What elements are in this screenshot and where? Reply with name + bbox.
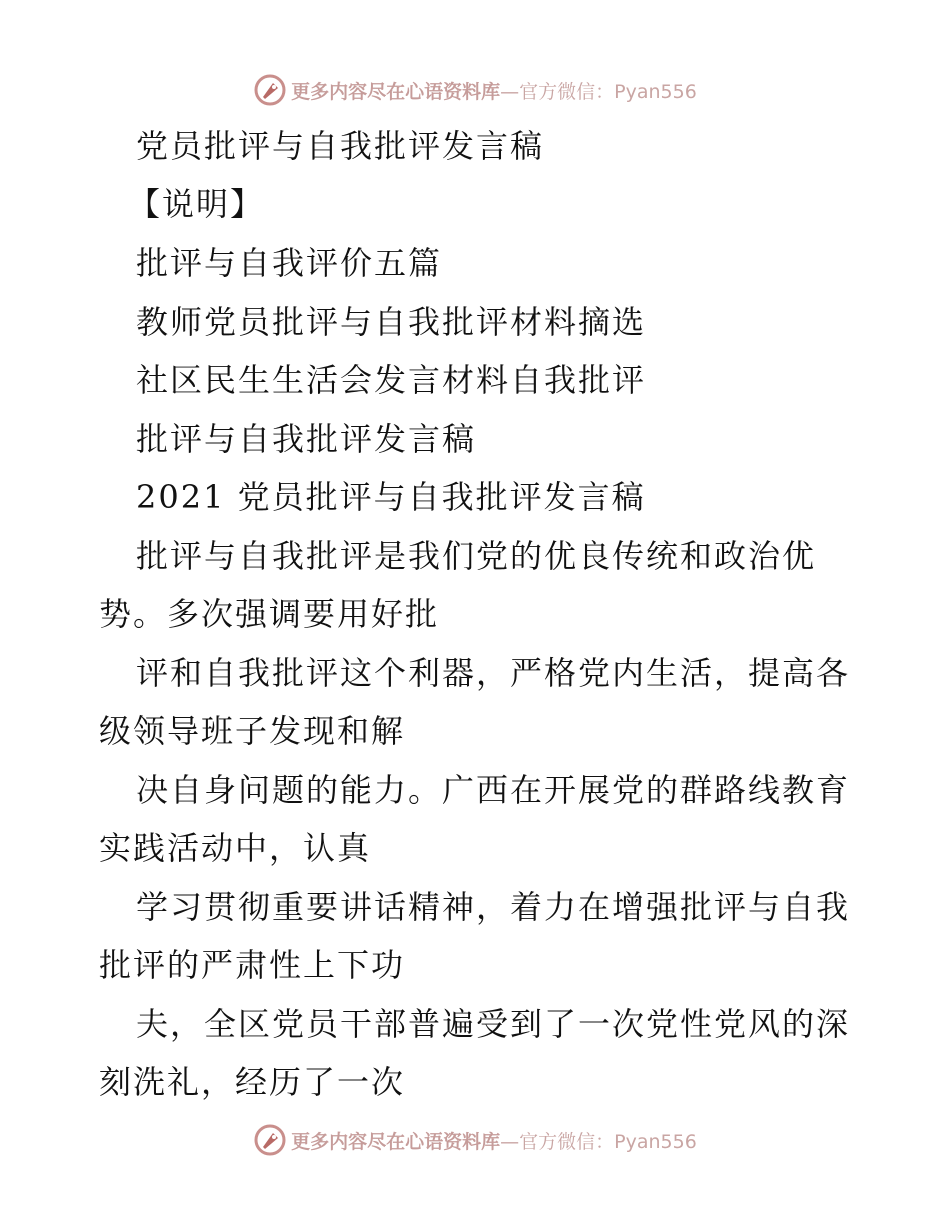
paragraph-line: 批评的严肃性上下功 [99, 946, 406, 984]
note-label: 【说明】 [128, 185, 265, 223]
paragraph-line: 实践活动中，认真 [99, 829, 372, 867]
pen-nib-logo-icon [253, 1123, 287, 1157]
paragraph-line: 决自身问题的能力。广西在开展党的群路线教育 [136, 771, 851, 809]
watermark-separator: — [500, 80, 520, 103]
watermark-wechat: 官方微信：Pyan556 [519, 80, 697, 103]
paragraph-line: 级领导班子发现和解 [99, 712, 406, 750]
paragraph-line: 批评与自我批评是我们党的优良传统和政治优 [136, 537, 817, 575]
paragraph-line: 势。多次强调要用好批 [99, 595, 440, 633]
list-item: 社区民生生活会发言材料自我批评 [136, 361, 647, 399]
list-item: 批评与自我批评发言稿 [136, 420, 477, 458]
watermark-text [291, 1127, 697, 1154]
paragraph-line: 评和自我批评这个利器，严格党内生活，提高各 [136, 654, 851, 692]
watermark-brand: 更多内容尽在心语资料库 [291, 80, 501, 103]
list-item: 2021 党员批评与自我批评发言稿 [136, 478, 646, 516]
list-item: 批评与自我评价五篇 [136, 244, 443, 282]
watermark-text [291, 77, 697, 104]
watermark-brand: 更多内容尽在心语资料库 [291, 1130, 501, 1153]
paragraph-line: 刻洗礼，经历了一次 [99, 1063, 406, 1101]
paragraph-line: 夫，全区党员干部普遍受到了一次党性党风的深 [136, 1005, 851, 1043]
footer-watermark-banner [0, 1120, 950, 1160]
list-item: 教师党员批评与自我批评材料摘选 [136, 303, 647, 341]
pen-nib-logo-icon [253, 73, 287, 107]
document-title: 党员批评与自我批评发言稿 [136, 127, 545, 165]
watermark-separator: — [500, 1130, 520, 1153]
watermark-wechat: 官方微信：Pyan556 [519, 1130, 697, 1153]
header-watermark-banner [0, 70, 950, 110]
paragraph-line: 学习贯彻重要讲话精神，着力在增强批评与自我 [136, 888, 851, 926]
